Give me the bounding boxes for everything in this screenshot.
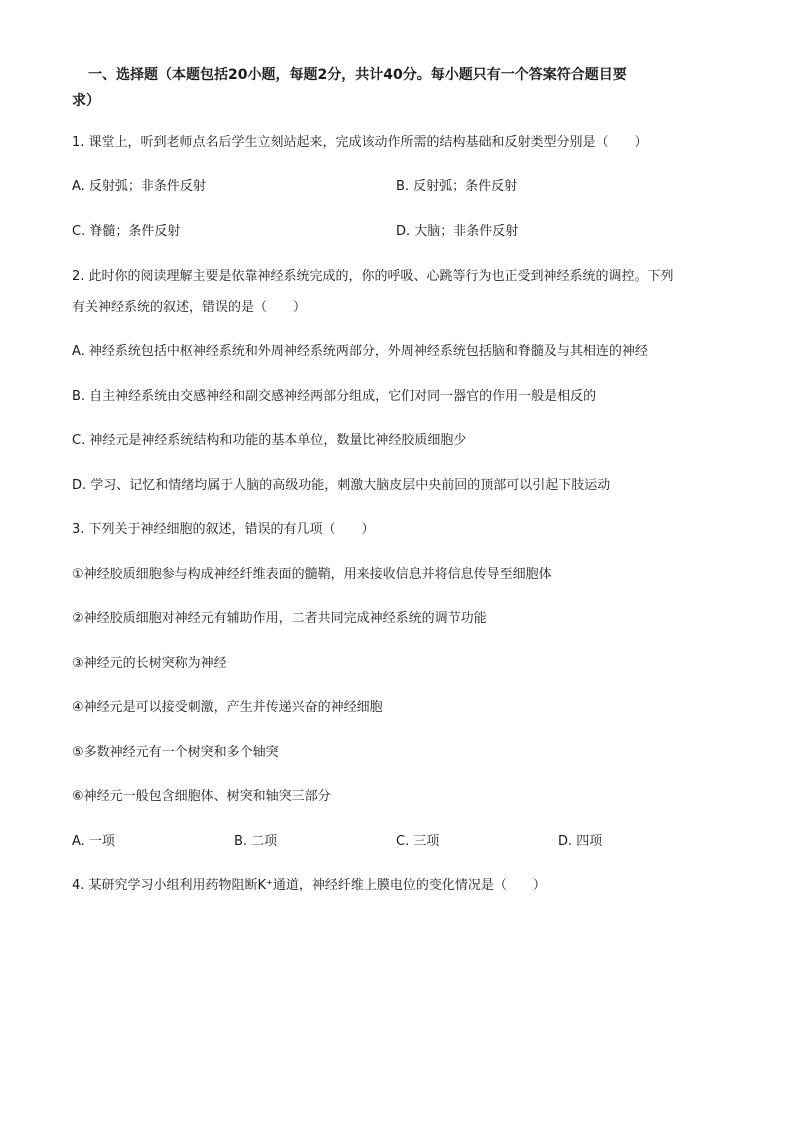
question-1-option-c[interactable]: C. 脊髓；条件反射: [72, 224, 181, 239]
question-3-option-a[interactable]: A. 一项: [72, 834, 115, 849]
question-1-option-a[interactable]: A. 反射弧；非条件反射: [72, 179, 206, 194]
question-3-option-d[interactable]: D. 四项: [558, 834, 603, 849]
question-2-option-c[interactable]: C. 神经元是神经系统结构和功能的基本单位，数量比神经胶质细胞少: [72, 433, 467, 448]
question-2-stem-line1: 2. 此时你的阅读理解主要是依靠神经系统完成的，你的呼吸、心跳等行为也正受到神经系统的调控。下列: [72, 269, 674, 284]
question-3-statement-2: ②神经胶质细胞对神经元有辅助作用，二者共同完成神经系统的调节功能: [72, 611, 487, 626]
question-3-stem: 3. 下列关于神经细胞的叙述，错误的有几项（ ）: [72, 522, 375, 537]
question-4-stem: 4. 某研究学习小组利用药物阻断K⁺通道，神经纤维上膜电位的变化情况是（ ）: [72, 878, 546, 893]
question-3-option-b[interactable]: B. 二项: [234, 834, 278, 849]
question-3-statement-3: ③神经元的长树突称为神经: [72, 656, 227, 671]
question-1-option-b[interactable]: B. 反射弧；条件反射: [396, 179, 518, 194]
question-3-statement-5: ⑤多数神经元有一个树突和多个轴突: [72, 745, 279, 760]
question-1-option-d[interactable]: D. 大脑；非条件反射: [396, 224, 519, 239]
question-2-option-b[interactable]: B. 自主神经系统由交感神经和副交感神经两部分组成，它们对同一器官的作用一般是相反的: [72, 389, 597, 404]
question-3-statement-4: ④神经元是可以接受刺激，产生并传递兴奋的神经细胞: [72, 700, 383, 715]
question-1-stem: 1. 课堂上，听到老师点名后学生立刻站起来，完成该动作所需的结构基础和反射类型分别是（ ）: [72, 135, 648, 150]
section-title-line2: 求）: [72, 93, 100, 109]
question-3-statement-1: ①神经胶质细胞参与构成神经纤维表面的髓鞘，用来接收信息并将信息传导至细胞体: [72, 567, 552, 582]
section-title-line1: 一、选择题（本题包括20小题，每题2分，共计40分。每小题只有一个答案符合题目要: [88, 67, 627, 83]
question-2-stem-line2: 有关神经系统的叙述，错误的是（ ）: [72, 300, 307, 315]
question-3-statement-6: ⑥神经元一般包含细胞体、树突和轴突三部分: [72, 789, 331, 804]
question-3-option-c[interactable]: C. 三项: [396, 834, 440, 849]
question-2-option-a[interactable]: A. 神经系统包括中枢神经系统和外周神经系统两部分，外周神经系统包括脑和脊髓及与其相连的神经: [72, 344, 648, 359]
question-2-option-d[interactable]: D. 学习、记忆和情绪均属于人脑的高级功能，刺激大脑皮层中央前回的顶部可以引起下肢运动: [72, 478, 611, 493]
